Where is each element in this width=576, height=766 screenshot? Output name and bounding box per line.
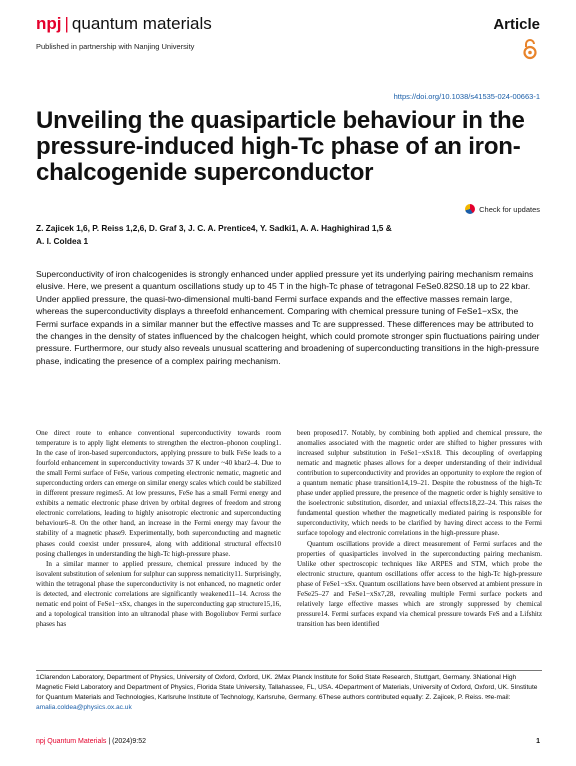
- brand-separator: |: [64, 14, 69, 33]
- author-line-1: Z. Zajicek 1,6, P. Reiss 1,2,6, D. Graf 3, J. C. A. Prentice4, Y. Sadki1, A. A. Haghighirad 1,5 &: [36, 223, 392, 233]
- corresponding-email-link[interactable]: amalia.coldea@physics.ox.ac.uk: [36, 704, 132, 711]
- footnote-divider: [36, 670, 542, 671]
- body-paragraph: One direct route to enhance conventional superconductivity towards room temperature is to apply light elements to strengthen the electron–phonon coupling1. In the case of iron-based superconductors, applying pressure to bulk FeSe leads to a fourfold enhancement in superconductivity towards 37 K under ~40 kbar2–4. Due to the small Fermi surface of FeSe, various competing electronic nematic, magnetic and superconducting orders can emerge on similar energy scales which could be stabilized in different pressure regimes5. At low pressures, FeSe has a small Fermi energy and exhibits a nematic electronic phase driven by orbital degrees of freedom and strong electronic correlations, leading to highly anisotropic electronic and superconducting behaviour6–8. On the other hand, an increase in the Fermi energy may favour the stability of a magnetic phase9. Experimentally, both superconducting and magnetic phases could coexist under pressure4, along with additional structural effects10 posing challenges in understanding the high-Tc high-pressure phase.: [36, 429, 281, 558]
- body-paragraph: been proposed17. Notably, by combining both applied and chemical pressure, the anomalies associated with the magnetic order are shifted to higher pressures with increased sulphur substitution in FeSe1−xSx18. This decoupling of overlapping nematic and magnetic phases allows for a deeper understanding of their individual contribution to superconductivity and provides an opportunity to explore the region of a quantum nematic phase transition14,19–21. Despite the robustness of the high-Tc phase under applied pressure, the presence of the magnetic order is highly sensitive to the isoelectronic substitution, disorder, and uniaxial effects18,22–24. This raises the fundamental question whether the magnetically mediated pairing is responsible for superconductivity, which needs to be clarified by having direct access to the Fermi surface topology and electronic correlations in the high-pressure phase.: [297, 429, 542, 538]
- affiliations-text: 1Clarendon Laboratory, Department of Physics, University of Oxford, Oxford, UK. 2Max Planck Institute for Solid State Research, Stuttgart, Germany. 3National High Magnetic Field Laboratory and Department of Physics, Florida State University, Tallahassee, FL, USA. 4Department of Materials, University of Oxford, Oxford, UK. 5Institute for Quantum Materials and Technologies, Karlsruhe Institute of Technology, Karlsruhe, Germany. 6These authors contributed equally: Z. Zajicek, P. Reiss.: [36, 674, 538, 701]
- author-line-2: A. I. Coldea 1: [36, 236, 89, 246]
- brand-journal-name: quantum materials: [71, 14, 212, 33]
- affiliations: [36, 673, 542, 713]
- journal-brand[interactable]: [36, 14, 212, 34]
- doi-link[interactable]: https://doi.org/10.1038/s41535-024-00663-1: [393, 92, 540, 101]
- abstract: Superconductivity of iron chalcogenides is strongly enhanced under applied pressure yet its underlying pairing mechanism remains elusive. Here, we present a quantum oscillations study up to 45 T in the high-Tc phase of tetragonal FeSe0.82S0.18 up to 22 kbar. Under applied pressure, the quasi-two-dimensional multi-band Fermi surface expands and the effective masses remain large, whereas the superconductivity displays a threefold enhancement. Comparing with chemical pressure tuning of FeSe1−xSx, the Fermi surface expands in a similar manner but the effective masses and Tc are suppressed. These differences may be attributed to the changes in the density of states influenced by the chalcogen height, which could promote stronger spin fluctuations pairing under pressure. Furthermore, our study also reveals unusual scattering and broadening of superconducting transitions in the high-pressure phase, indicating the presence of a complex pairing mechanism.: [36, 269, 540, 366]
- open-access-lock-icon: [522, 38, 538, 60]
- check-for-updates-button[interactable]: [465, 204, 540, 214]
- body-column-right: [297, 428, 542, 629]
- body-paragraph: In a similar manner to applied pressure, chemical pressure induced by the isovalent substitution of selenium for sulphur can suppress nematicity11. Surprisingly, within the tetragonal phase the superconductivity is not enhanced, no magnetic order is detected, and electronic correlations are significantly weakened11–14. Across the nematic end point of FeSe1−xSx, changes in the superconducting gap structure15,16, and a topological transition into an ultranodal phase with Bogoliubov Fermi surface phases has: [36, 559, 281, 628]
- author-list: [36, 222, 536, 248]
- partnership-note: Published in partnership with Nanjing University: [36, 42, 195, 51]
- body-column-left: [36, 428, 281, 629]
- footer-journal-link[interactable]: npj Quantum Materials: [36, 738, 107, 745]
- article-title: Unveiling the quasiparticle behaviour in the pressure-induced high-Tc phase of an iron-chalcogenide superconductor: [36, 107, 525, 186]
- crossmark-icon: [465, 204, 475, 214]
- check-updates-label: Check for updates: [479, 204, 540, 214]
- email-icon: ✉: [485, 694, 491, 701]
- brand-npj: npj: [36, 14, 62, 33]
- body-paragraph: Quantum oscillations provide a direct measurement of Fermi surfaces and the properties of quasiparticles involved in the superconducting pairing mechanism. Unlike other spectroscopic techniques like ARPES and STM, which probe the electronic structure, quantum oscillations offer access to the high-Tc high-pressure phase of FeSe1−xSx. Quantum oscillations have been observed at ambient pressure in FeSe25–27 and FeSe1−xSx7,28, revealing multiple Fermi surface pockets and relatively large effective masses which are strongly suppressed by chemical pressure14. Fermi surfaces expand via chemical pressure towards FeS and a Lifshitz transition has been identified: [297, 539, 542, 628]
- article-type-label: Article: [493, 16, 540, 33]
- page-number: 1: [536, 738, 540, 745]
- email-label: e-mail:: [490, 694, 511, 701]
- page-footer: [36, 738, 146, 745]
- footer-citation: | (2024)9:52: [108, 738, 146, 745]
